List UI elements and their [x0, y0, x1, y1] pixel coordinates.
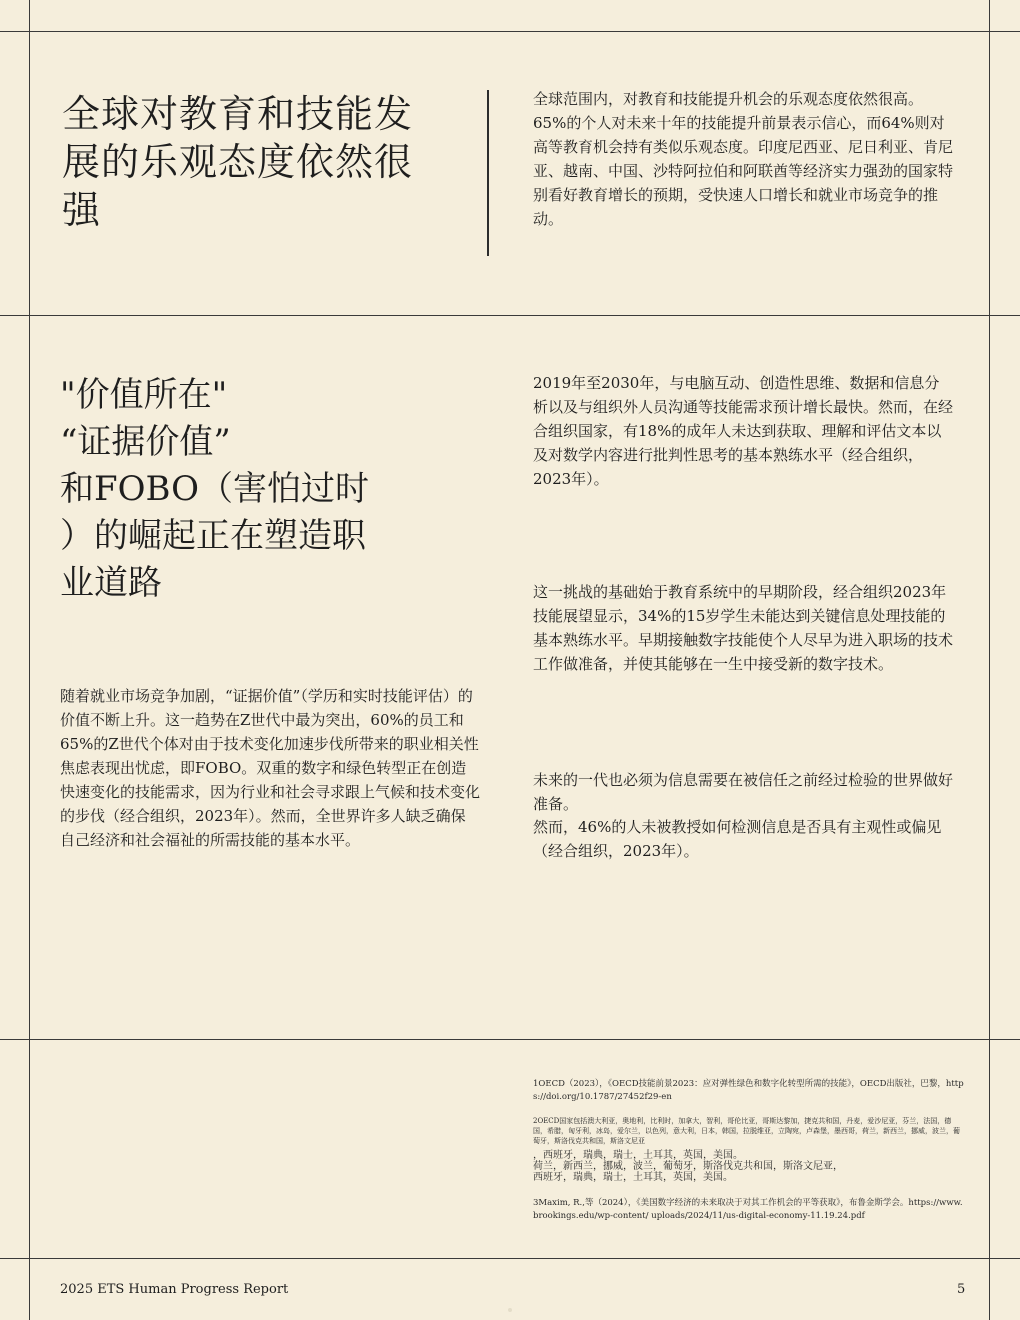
report-name: 2025 ETS Human Progress Report: [60, 1282, 289, 1297]
frame-line-right: [989, 0, 990, 1320]
footnote-2-line: 荷兰，新西兰，挪威，波兰，葡萄牙，斯洛伐克共和国，斯洛文尼亚，: [533, 1161, 843, 1172]
title-line: ）的崛起正在塑造职: [60, 516, 366, 556]
footnote-1: 1OECD（2023），《OECD技能前景2023：应对弹性绿色和数字化转型所需的技能》，OECD出版社，巴黎，https://doi.org/10.1787/27452f29-en: [533, 1079, 964, 1102]
title-divider: [487, 90, 489, 256]
page-dot: [508, 1308, 512, 1312]
section-title-optimism: 全球对教育和技能发展的乐观态度依然很强: [62, 92, 414, 232]
title-line: 和FOBO（害怕过时: [60, 469, 369, 509]
section-divider-2: [0, 1039, 1020, 1040]
frame-line-left: [29, 0, 30, 1320]
footnote-2: [533, 1116, 965, 1183]
footnotes: [533, 1078, 965, 1235]
section-title-evidence-value: [60, 372, 430, 607]
intro-paragraph: 全球范围内，对教育和技能提升机会的乐观态度依然很高。65%的个人对未来十年的技能提升前景表示信心，而64%则对高等教育机会持有类似乐观态度。印度尼西亚、尼日利亚、肯尼亚、越南、中国、沙特阿拉伯和阿联酋等经济实力强劲的国家特别看好教育增长的预期，受快速人口增长和就业市场竞争的推动。: [533, 90, 954, 228]
footnote-2-countries: 2OECD国家包括澳大利亚，奥地利，比利时，加拿大，智利，哥伦比亚，哥斯达黎加，捷克共和国，丹麦，爱沙尼亚，芬兰，法国，德国，希腊，匈牙利，冰岛，爱尔兰，以色列，意大利，日本，韩国，拉脱维亚，立陶宛，卢森堡，墨西哥，荷兰，新西兰，挪威，波兰，葡萄牙，斯洛伐克共和国，斯洛文尼亚: [533, 1117, 960, 1145]
page-number: 5: [957, 1282, 966, 1297]
title-line: “证据价值”: [60, 422, 231, 462]
footnote-3: 3Maxim, R.,等（2024），《美国数字经济的未来取决于对其工作机会的平等获取》，布鲁金斯学会。https://www.brookings.edu/wp-content/ uploads/2024/11/us-digital-economy-11.19.24.pdf: [533, 1198, 963, 1221]
title-line: 业道路: [60, 563, 162, 603]
evidence-value-paragraph: 随着就业市场竞争加剧，“证据价值”（学历和实时技能评估）的价值不断上升。这一趋势在Z世代中最为突出，60%的员工和65%的Z世代个体对由于技术变化加速步伐所带来的职业相关性焦虑表现出忧虑，即FOBO。双重的数字和绿色转型正在创造快速变化的技能需求，因为行业和社会寻求跟上气候和技术变化的步伐（经合组织，2023年）。然而，全世界许多人缺乏确保自己经济和社会福祉的所需技能的基本水平。: [60, 687, 481, 849]
title-line: "价值所在": [60, 375, 228, 415]
footer-divider: [0, 1258, 1020, 1259]
footnote-2-line: 西班牙，瑞典，瑞士，土耳其，英国，美国。: [533, 1172, 733, 1183]
section-divider-1: [0, 315, 1020, 316]
bias-detection-paragraph: 然而，46%的人未被教授如何检测信息是否具有主观性或偏见（经合组织，2023年）。: [533, 818, 942, 860]
frame-line-top: [0, 31, 1020, 32]
footnote-2-line: ，西班牙，瑞典，瑞士，土耳其，英国，美国。: [533, 1150, 743, 1161]
future-generation-paragraph: 未来的一代也必须为信息需要在被信任之前经过检验的世界做好准备。: [533, 771, 954, 813]
early-education-paragraph: 这一挑战的基础始于教育系统中的早期阶段，经合组织2023年技能展望显示，34%的15岁学生未能达到关键信息处理技能的基本熟练水平。早期接触数字技能使个人尽早为进入职场的技术工作做准备，并使其能够在一生中接受新的数字技术。: [533, 583, 954, 673]
skills-demand-paragraph: 2019年至2030年，与电脑互动、创造性思维、数据和信息分析以及与组织外人员沟通等技能需求预计增长最快。然而，在经合组织国家，有18%的成年人未达到获取、理解和评估文本以及对数学内容进行批判性思考的基本熟练水平（经合组织，2023年）。: [533, 374, 954, 488]
